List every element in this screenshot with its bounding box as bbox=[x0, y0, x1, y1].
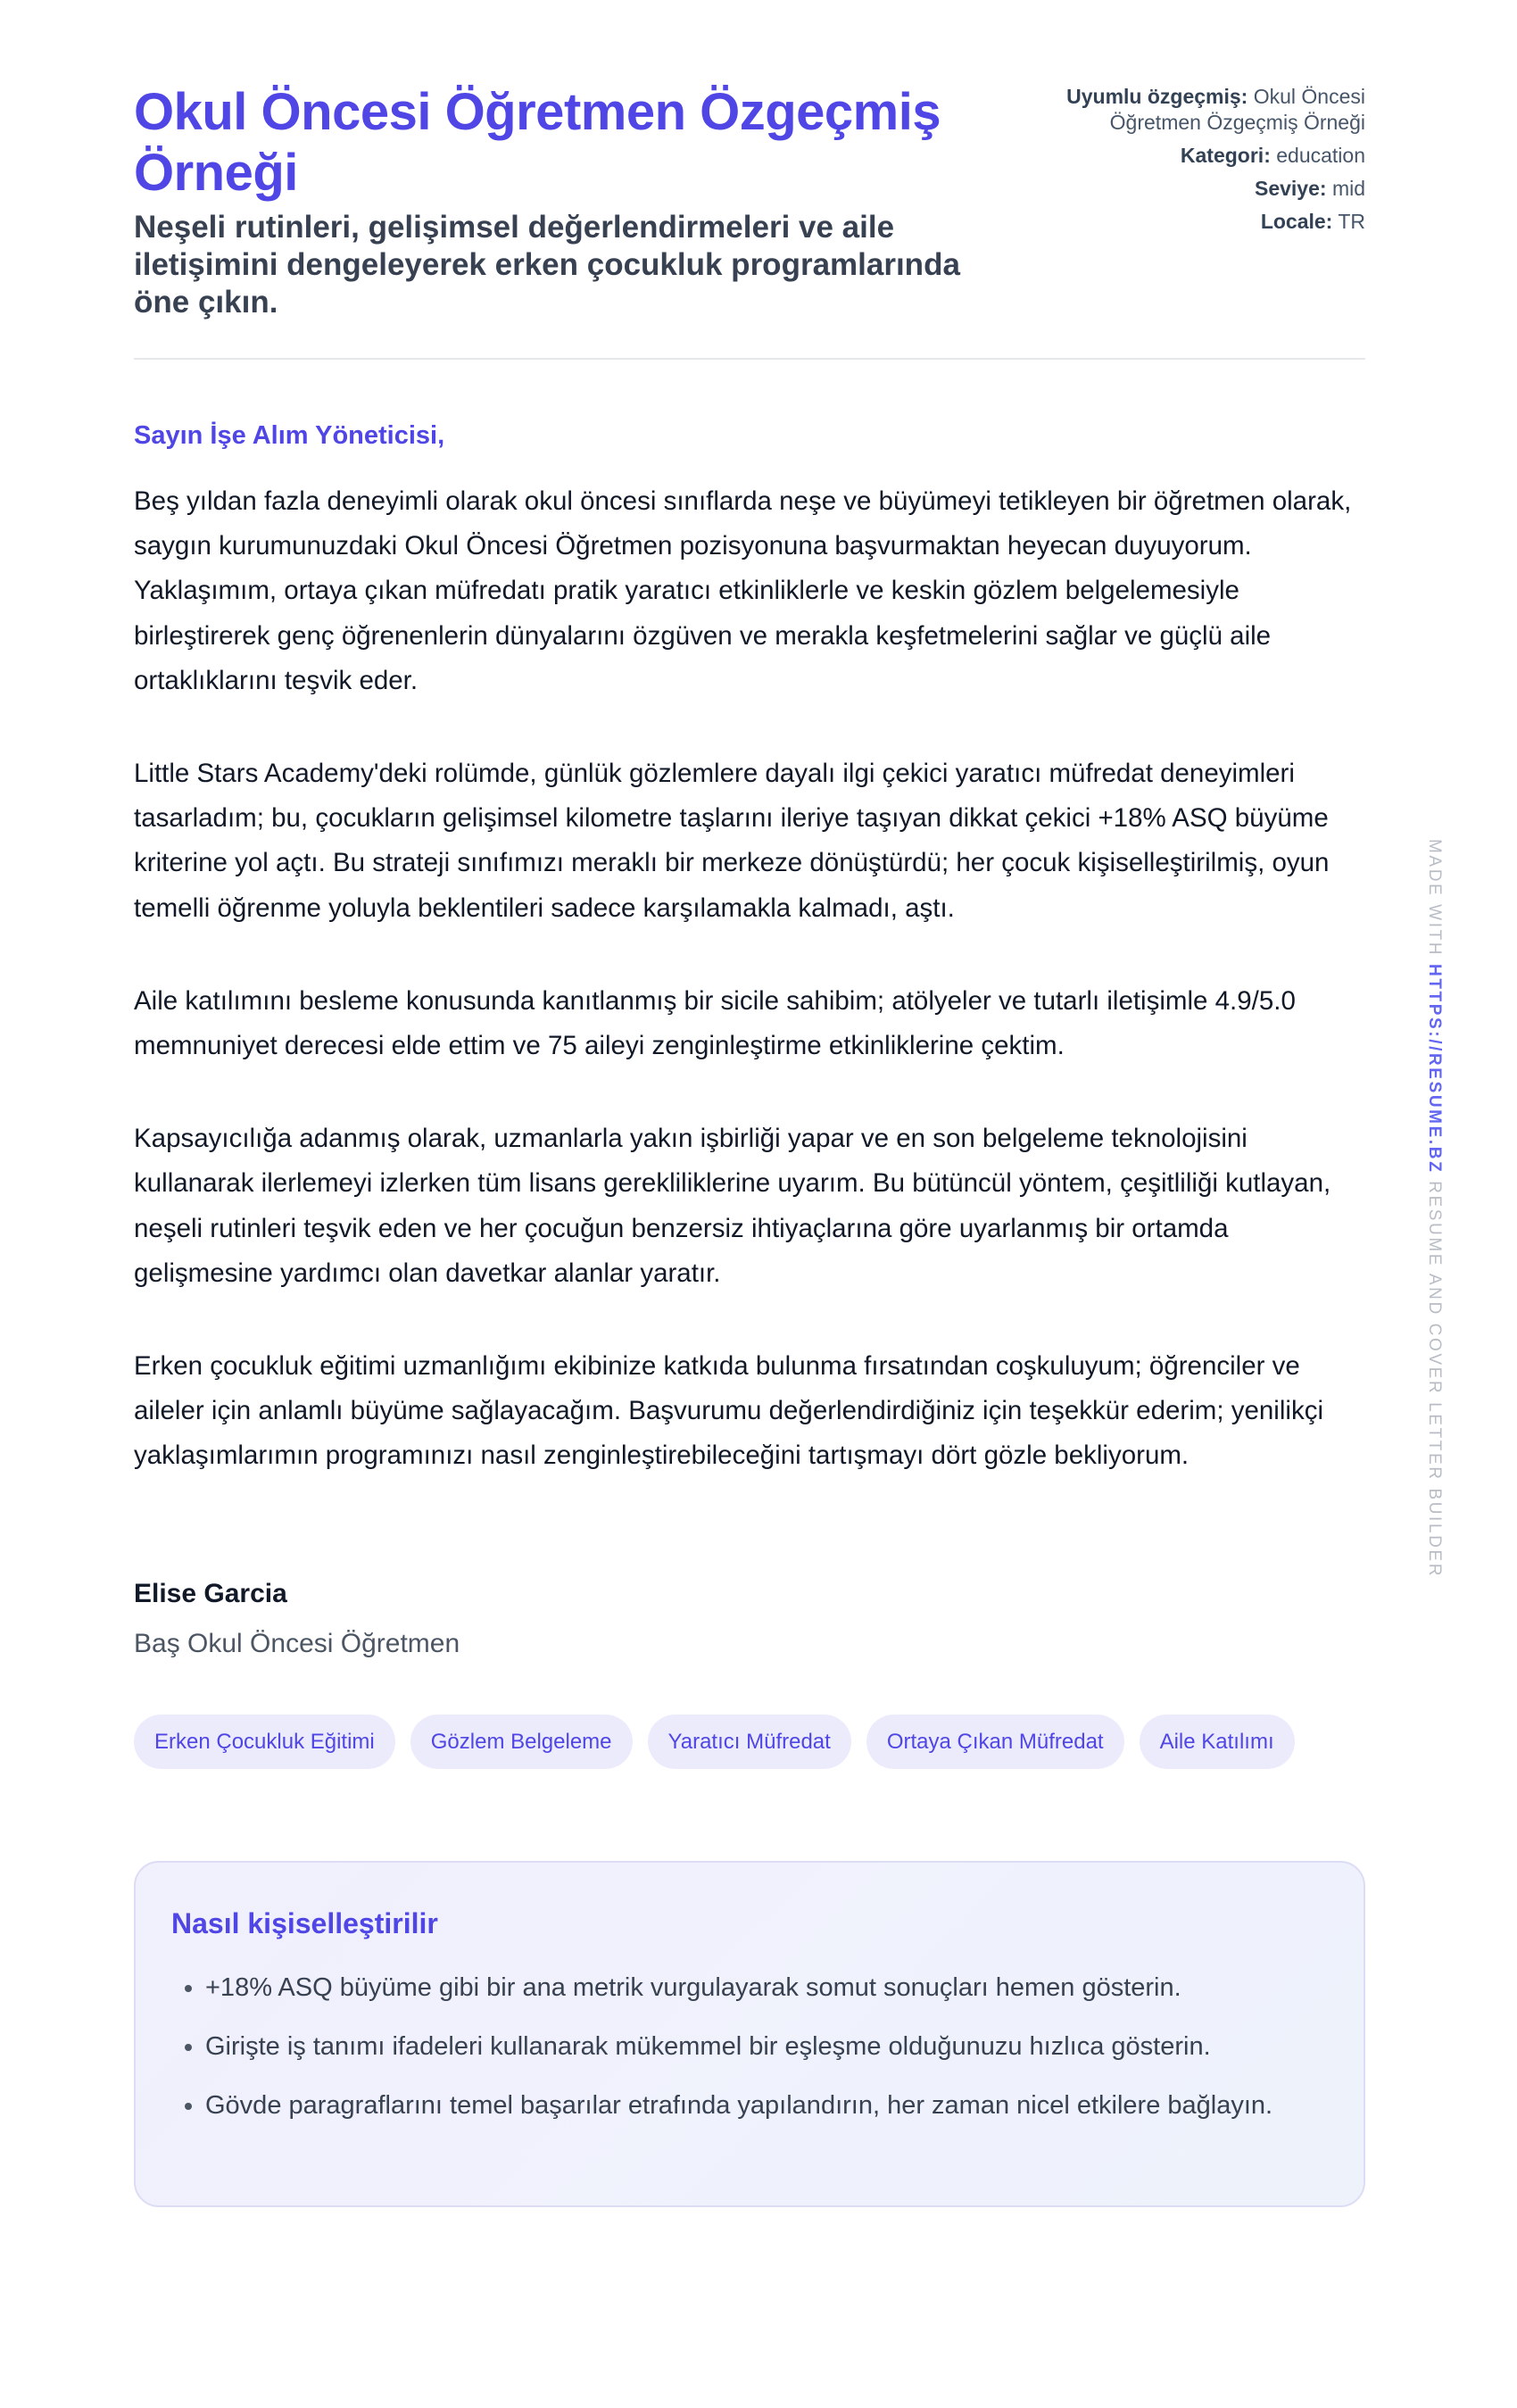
letter-body bbox=[134, 479, 1365, 1479]
cover-letter-page bbox=[134, 0, 1365, 2207]
meta-compatible-resume: Uyumlu özgeçmiş: Okul Öncesi Öğretmen Özgeçmiş Örneği bbox=[1066, 85, 1365, 134]
page-title: Okul Öncesi Öğretmen Özgeçmiş Örneği bbox=[134, 83, 941, 202]
tip-item: • +18% ASQ büyüme gibi bir ana metrik vurgulayarak somut sonuçları hemen gösterin. bbox=[205, 1965, 1328, 2010]
paragraph: Kapsayıcılığa adanmış olarak, uzmanlarla yakın işbirliği yapar ve en son belgeleme teknolojisini kullanarak ilerlemeyi izlerken tüm lisans gerekliliklerine uyarım. Bu bütüncül yöntem, çeşitliliği kutlayan, neşeli rutinleri teşvik eden ve her çocuğun benzersiz ihtiyaçlarına göre uyarlanmış bir ortamda gelişmesine yardımcı olan davetkar alanlar yaratır. bbox=[134, 1124, 1331, 1288]
watermark: MADE WITH HTTPS://RESUME.BZ RESUME AND COVER LETTER BUILDER bbox=[1425, 839, 1444, 1579]
signature-name: Elise Garcia bbox=[134, 1578, 287, 1608]
paragraph: Little Stars Academy'deki rolümde, günlük gözlemlere dayalı ilgi çekici yaratıcı müfredat deneyimleri tasarladım; bu, çocukların gelişimsel kilometre taşlarını ileriye taşıyan dikkat çekici +18% ASQ büyüme kriterine yol açtı. Bu strateji sınıfımızı meraklı bir merkeze dönüştürdü; her çocuk kişiselleştirilmiş, oyun temelli öğrenme yoluyla beklentileri sadece karşılamakla kalmadı, aştı. bbox=[134, 759, 1330, 923]
customization-tips-box bbox=[134, 1861, 1365, 2207]
skill-tags bbox=[134, 1715, 1365, 1769]
resume-bz-link[interactable]: HTTPS://RESUME.BZ bbox=[1425, 964, 1444, 1175]
meta-level: Seviye: mid bbox=[1254, 177, 1365, 200]
signature-title: Baş Okul Öncesi Öğretmen bbox=[134, 1628, 460, 1658]
page-subtitle: Neşeli rutinleri, gelişimsel değerlendirmeleri ve aile iletişimini dengeleyerek erken çocukluk programlarında öne çıkın. bbox=[134, 210, 960, 320]
tip-item: • Girişte iş tanımı ifadeleri kullanarak mükemmel bir eşleşme olduğunuzu hızlıca gösterin. bbox=[205, 2024, 1328, 2069]
greeting: Sayın İşe Alım Yöneticisi, bbox=[134, 421, 445, 450]
skill-tag: Aile Katılımı bbox=[1140, 1715, 1295, 1769]
paragraph: Beş yıldan fazla deneyimli olarak okul öncesi sınıflarda neşe ve büyümeyi tetikleyen bir öğretmen olarak, saygın kurumunuzdaki Okul Öncesi Öğretmen pozisyonuna başvurmaktan heyecan duyuyorum. Yaklaşımım, ortaya çıkan müfredatı pratik yaratıcı etkinliklerle ve keskin gözlem belgelemesiyle birleştirerek genç öğrenenlerin dünyalarını özgüven ve merakla keşfetmelerini sağlar ve güçlü aile ortaklıklarını teşvik eder. bbox=[134, 486, 1352, 695]
skill-tag: Gözlem Belgeleme bbox=[410, 1715, 633, 1769]
meta-info bbox=[1062, 84, 1365, 242]
tip-item: • Gövde paragraflarını temel başarılar etrafında yapılandırın, her zaman nicel etkilere bağlayın. bbox=[205, 2083, 1328, 2128]
meta-category: Kategori: education bbox=[1180, 144, 1365, 167]
paragraph: Erken çocukluk eğitimi uzmanlığımı ekibinize katkıda bulunma fırsatından coşkuluyum; öğrenciler ve aileler için anlamlı büyüme sağlayacağım. Başvurumu değerlendirdiğiniz için teşekkür ederim; yenilikçi yaklaşımlarımın programınızı nasıl zenginleştirebileceğini tartışmayı dört gözle bekliyorum. bbox=[134, 1351, 1324, 1471]
skill-tag: Erken Çocukluk Eğitimi bbox=[134, 1715, 395, 1769]
tips-list bbox=[171, 1965, 1328, 2128]
meta-locale: Locale: TR bbox=[1260, 210, 1365, 233]
skill-tag: Ortaya Çıkan Müfredat bbox=[866, 1715, 1124, 1769]
skill-tag: Yaratıcı Müfredat bbox=[648, 1715, 851, 1769]
header bbox=[134, 0, 1365, 360]
paragraph: Aile katılımını besleme konusunda kanıtlanmış bir sicile sahibim; atölyeler ve tutarlı iletişimle 4.9/5.0 memnuniyet derecesi elde ettim ve 75 aileyi zenginleştirme etkinliklerine çektim. bbox=[134, 985, 1296, 1061]
tips-heading: Nasıl kişiselleştirilir bbox=[171, 1906, 438, 1939]
